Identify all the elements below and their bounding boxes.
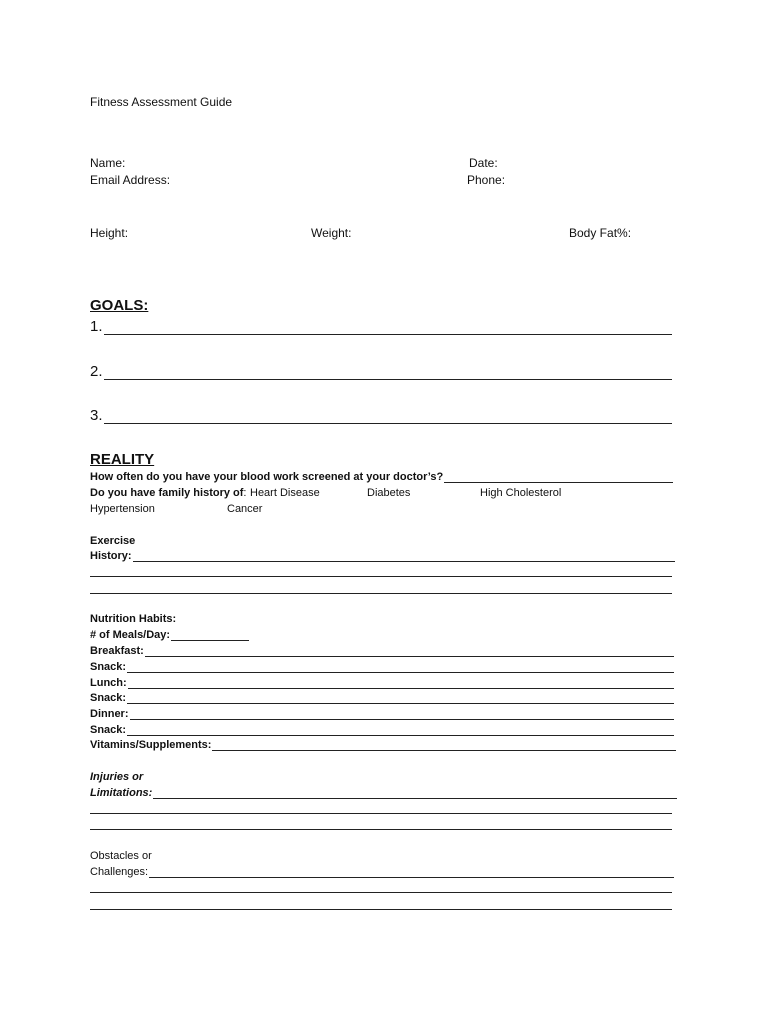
limitations-extra-line-1[interactable] bbox=[90, 813, 672, 814]
email-label: Email Address: bbox=[90, 173, 171, 187]
goal-field-3[interactable] bbox=[104, 412, 672, 424]
snack-field-2[interactable] bbox=[127, 692, 674, 704]
family-history-row bbox=[90, 487, 246, 499]
exercise-extra-line-2[interactable] bbox=[90, 593, 672, 594]
nutrition-row-snack-1[interactable] bbox=[90, 661, 674, 673]
challenges-label: Challenges: bbox=[90, 866, 149, 878]
condition-heart-disease[interactable]: Heart Disease bbox=[250, 487, 320, 499]
exercise-history-label: History: bbox=[90, 550, 132, 562]
condition-hypertension[interactable]: Hypertension bbox=[90, 503, 155, 515]
challenges-row[interactable] bbox=[90, 866, 674, 878]
nutrition-row-breakfast[interactable] bbox=[90, 645, 674, 657]
blood-work-field[interactable] bbox=[444, 471, 673, 483]
meals-per-day-field[interactable] bbox=[171, 629, 249, 641]
breakfast-label: Breakfast: bbox=[90, 645, 144, 657]
challenges-extra-line-1[interactable] bbox=[90, 892, 672, 893]
height-label: Height: bbox=[90, 226, 129, 240]
vitamins-field[interactable] bbox=[212, 739, 676, 751]
reality-heading: REALITY bbox=[90, 451, 155, 468]
goals-heading: GOALS: bbox=[90, 297, 149, 314]
exercise-label: Exercise bbox=[90, 535, 136, 547]
challenges-field[interactable] bbox=[149, 866, 674, 878]
nutrition-row-snack-2[interactable] bbox=[90, 692, 674, 704]
vitamins-label: Vitamins/Supplements: bbox=[90, 739, 212, 751]
snack-field-1[interactable] bbox=[127, 661, 674, 673]
page-title: Fitness Assessment Guide bbox=[90, 95, 233, 109]
limitations-row[interactable] bbox=[90, 787, 677, 799]
name-label: Name: bbox=[90, 156, 126, 170]
breakfast-field[interactable] bbox=[145, 645, 674, 657]
nutrition-row-dinner[interactable] bbox=[90, 708, 674, 720]
exercise-extra-line-1[interactable] bbox=[90, 576, 672, 577]
nutrition-heading: Nutrition Habits: bbox=[90, 613, 177, 625]
date-label: Date: bbox=[469, 156, 498, 170]
goal-field-1[interactable] bbox=[104, 323, 672, 335]
nutrition-row-lunch[interactable] bbox=[90, 677, 674, 689]
snack-field-3[interactable] bbox=[127, 724, 674, 736]
weight-label: Weight: bbox=[311, 226, 352, 240]
injuries-label: Injuries or bbox=[90, 771, 144, 783]
bodyfat-label: Body Fat%: bbox=[569, 226, 632, 240]
snack-label-3: Snack: bbox=[90, 724, 127, 736]
goal-number-1: 1. bbox=[90, 318, 103, 335]
condition-diabetes[interactable]: Diabetes bbox=[367, 487, 411, 499]
goal-number-2: 2. bbox=[90, 363, 103, 380]
lunch-label: Lunch: bbox=[90, 677, 127, 689]
blood-work-question: How often do you have your blood work screened at your doctor’s? bbox=[90, 471, 444, 483]
limitations-field[interactable] bbox=[153, 787, 677, 799]
condition-cancer[interactable]: Cancer bbox=[227, 503, 263, 515]
challenges-extra-line-2[interactable] bbox=[90, 909, 672, 910]
exercise-history-field[interactable] bbox=[133, 550, 675, 562]
phone-label: Phone: bbox=[467, 173, 506, 187]
condition-high-cholesterol[interactable]: High Cholesterol bbox=[480, 487, 562, 499]
goal-line-2[interactable] bbox=[90, 363, 672, 380]
nutrition-row-snack-3[interactable] bbox=[90, 724, 674, 736]
snack-label-1: Snack: bbox=[90, 661, 127, 673]
limitations-label: Limitations: bbox=[90, 787, 153, 799]
snack-label-2: Snack: bbox=[90, 692, 127, 704]
blood-work-row[interactable] bbox=[90, 471, 673, 483]
goal-line-1[interactable] bbox=[90, 318, 672, 335]
obstacles-label: Obstacles or bbox=[90, 850, 152, 862]
limitations-extra-line-2[interactable] bbox=[90, 829, 672, 830]
goal-number-3: 3. bbox=[90, 407, 103, 424]
meals-per-day-row[interactable] bbox=[90, 629, 249, 641]
nutrition-row-vitamins[interactable] bbox=[90, 739, 676, 751]
exercise-history-row[interactable] bbox=[90, 550, 675, 562]
dinner-label: Dinner: bbox=[90, 708, 129, 720]
lunch-field[interactable] bbox=[128, 677, 674, 689]
family-history-colon: : bbox=[243, 487, 247, 499]
goal-line-3[interactable] bbox=[90, 407, 672, 424]
goal-field-2[interactable] bbox=[104, 368, 672, 380]
meals-per-day-label: # of Meals/Day: bbox=[90, 629, 171, 641]
dinner-field[interactable] bbox=[130, 708, 675, 720]
family-history-label: Do you have family history of bbox=[90, 487, 244, 499]
